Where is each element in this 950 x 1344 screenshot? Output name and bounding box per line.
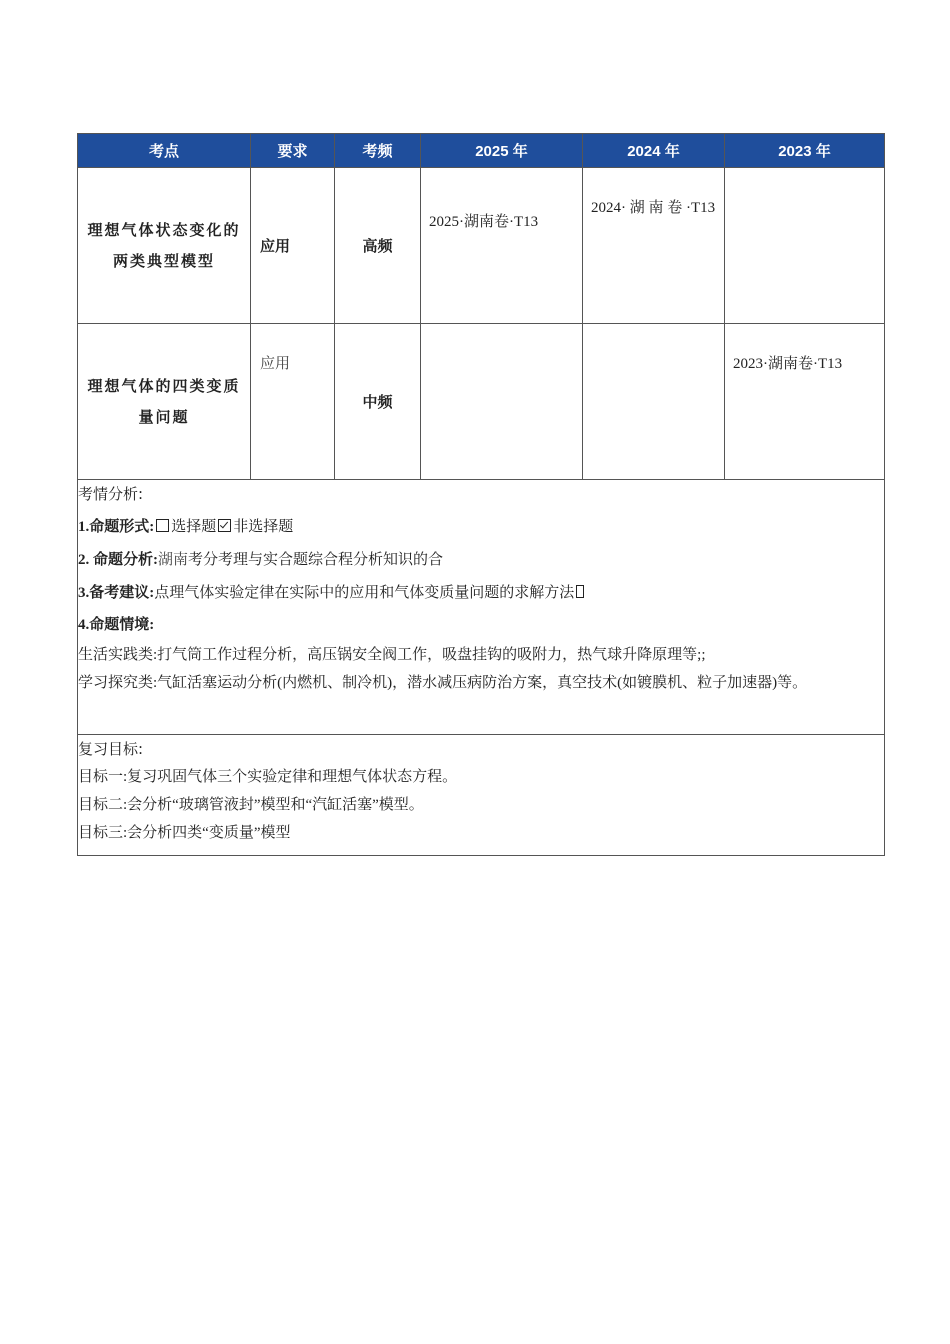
prep-advice: [78, 578, 884, 607]
table-row: [78, 324, 885, 480]
header-frequency: 考频: [335, 134, 421, 168]
context-life: 生活实践类:打气筒工作过程分析，高压锅安全阀工作，吸盘挂钩的吸附力，热气球升降原理等;;: [78, 647, 706, 663]
form-label: 1.命题形式:: [78, 519, 155, 535]
table-row: [78, 168, 885, 324]
table-header-row: [78, 134, 885, 168]
advice-label: 3.备考建议:: [78, 585, 155, 601]
analysis-text-a: 湖南: [158, 550, 189, 568]
checkbox-checked-icon: [218, 519, 231, 532]
context-study: 学习探究类:气缸活塞运动分析(内燃机、制冷机)，潜水减压病防治方案，真空技术(如镀膜机、粒子加速器)等。: [78, 675, 808, 691]
year-2023-cell: [725, 168, 885, 324]
advice-text-a: 点理气体实验定律: [154, 583, 275, 601]
topic-cell: 理想气体的四类变质量问题: [78, 324, 251, 480]
goals-section: [78, 735, 885, 856]
analysis-section: [78, 480, 885, 735]
year-2024-cell: 2024· 湖 南 卷 ·T13: [583, 168, 725, 324]
year-2023-cell: 2023·湖南卷·T13: [725, 324, 885, 480]
question-analysis: [78, 545, 884, 574]
goals-title: 复习目标:: [78, 740, 144, 758]
question-form: [78, 512, 884, 541]
requirement-cell: 应用: [251, 168, 335, 324]
header-topic: 考点: [78, 134, 251, 168]
goal-item: 目标三:会分析四类“变质量”模型: [78, 825, 291, 841]
analysis-label: 2. 命题分析:: [78, 552, 158, 568]
context-label: 4.命题情境:: [78, 617, 155, 633]
goal-item: 目标二:会分析“玻璃管液封”模型和“汽缸活塞”模型。: [78, 797, 424, 813]
requirement-cell: 应用: [251, 324, 335, 480]
header-2025: 2025 年: [421, 134, 583, 168]
header-2024: 2024 年: [583, 134, 725, 168]
exam-analysis-table: [77, 133, 885, 856]
year-2025-cell: 2025·湖南卷·T13: [421, 168, 583, 324]
goal-item: 目标一:复习巩固气体三个实验定律和理想气体状态方程。: [78, 769, 458, 785]
header-requirement: 要求: [251, 134, 335, 168]
frequency-cell: 高频: [335, 168, 421, 324]
advice-text-b: 在实际中的应用和气体变质量问题的求解方法: [274, 585, 575, 601]
analysis-title: 考情分析:: [78, 485, 144, 503]
form-option-nonchoice: 非选择题: [233, 517, 294, 535]
checkbox-empty-icon: [156, 519, 169, 532]
placeholder-box-icon: [576, 585, 584, 598]
header-2023: 2023 年: [725, 134, 885, 168]
topic-cell: 理想气体状态变化的两类典型模型: [78, 168, 251, 324]
form-option-choice: 选择题: [171, 517, 217, 535]
year-2024-cell: [583, 324, 725, 480]
year-2025-cell: [421, 324, 583, 480]
frequency-cell: 中频: [335, 324, 421, 480]
analysis-text-b: 考分考理与实合题综合程分析知识的合: [188, 550, 444, 568]
